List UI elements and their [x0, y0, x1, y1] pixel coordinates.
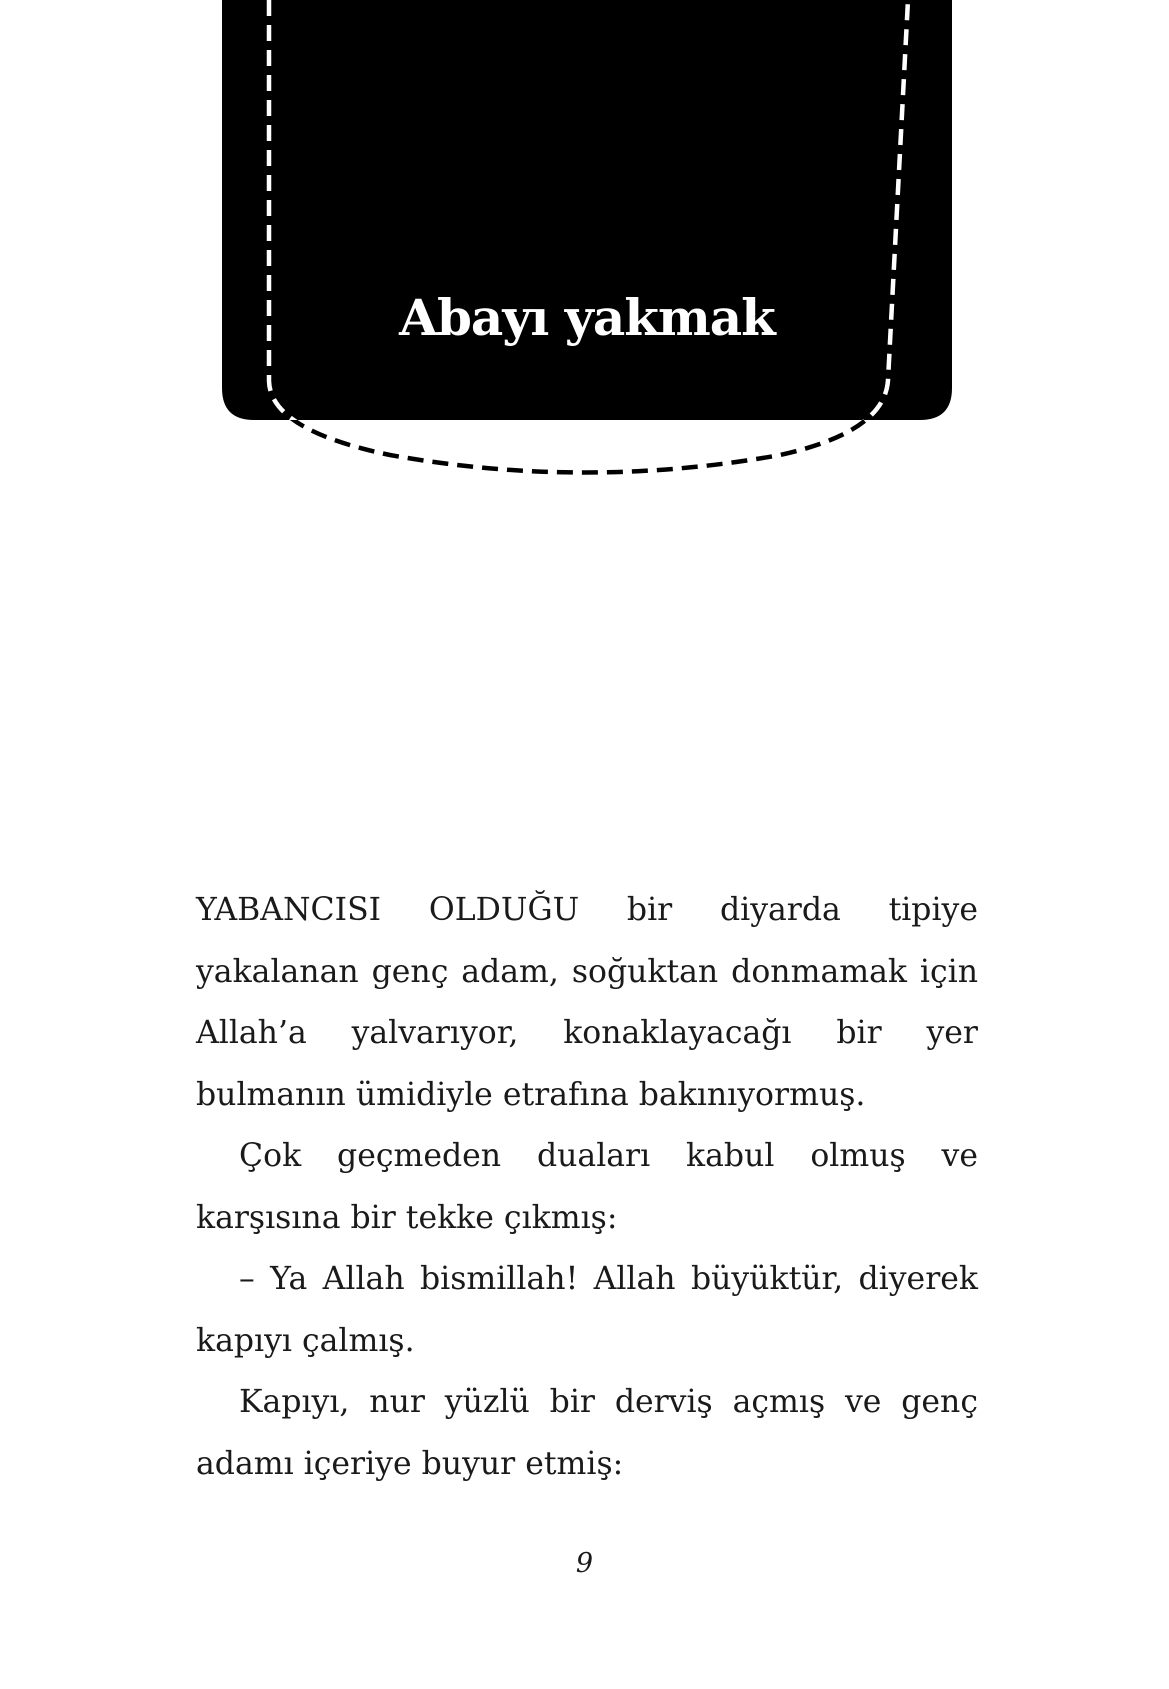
chapter-header-pocket [0, 0, 1169, 500]
paragraph-1: YABANCISI OLDUĞU bir diyarda tipiye yakalanan genç adam, soğuktan donmamak için Allah’a yalvarıyor, konaklayacağı bir yer bulmanın ümidiyle etrafına bakınıyormuş. [196, 892, 978, 1113]
paragraph-3: – Ya Allah bismillah! Allah büyüktür, diyerek kapıyı çalmış. [196, 1261, 978, 1359]
body-text [196, 880, 978, 1495]
chapter-title: Abayı yakmak [399, 288, 775, 347]
page-number: 9 [575, 1548, 594, 1579]
header-black-panel [222, 0, 952, 420]
paragraph-4: Kapıyı, nur yüzlü bir derviş açmış ve genç adamı içeriye buyur etmiş: [196, 1384, 978, 1482]
paragraph-2: Çok geçmeden duaları kabul olmuş ve karşısına bir tekke çıkmış: [196, 1138, 978, 1236]
